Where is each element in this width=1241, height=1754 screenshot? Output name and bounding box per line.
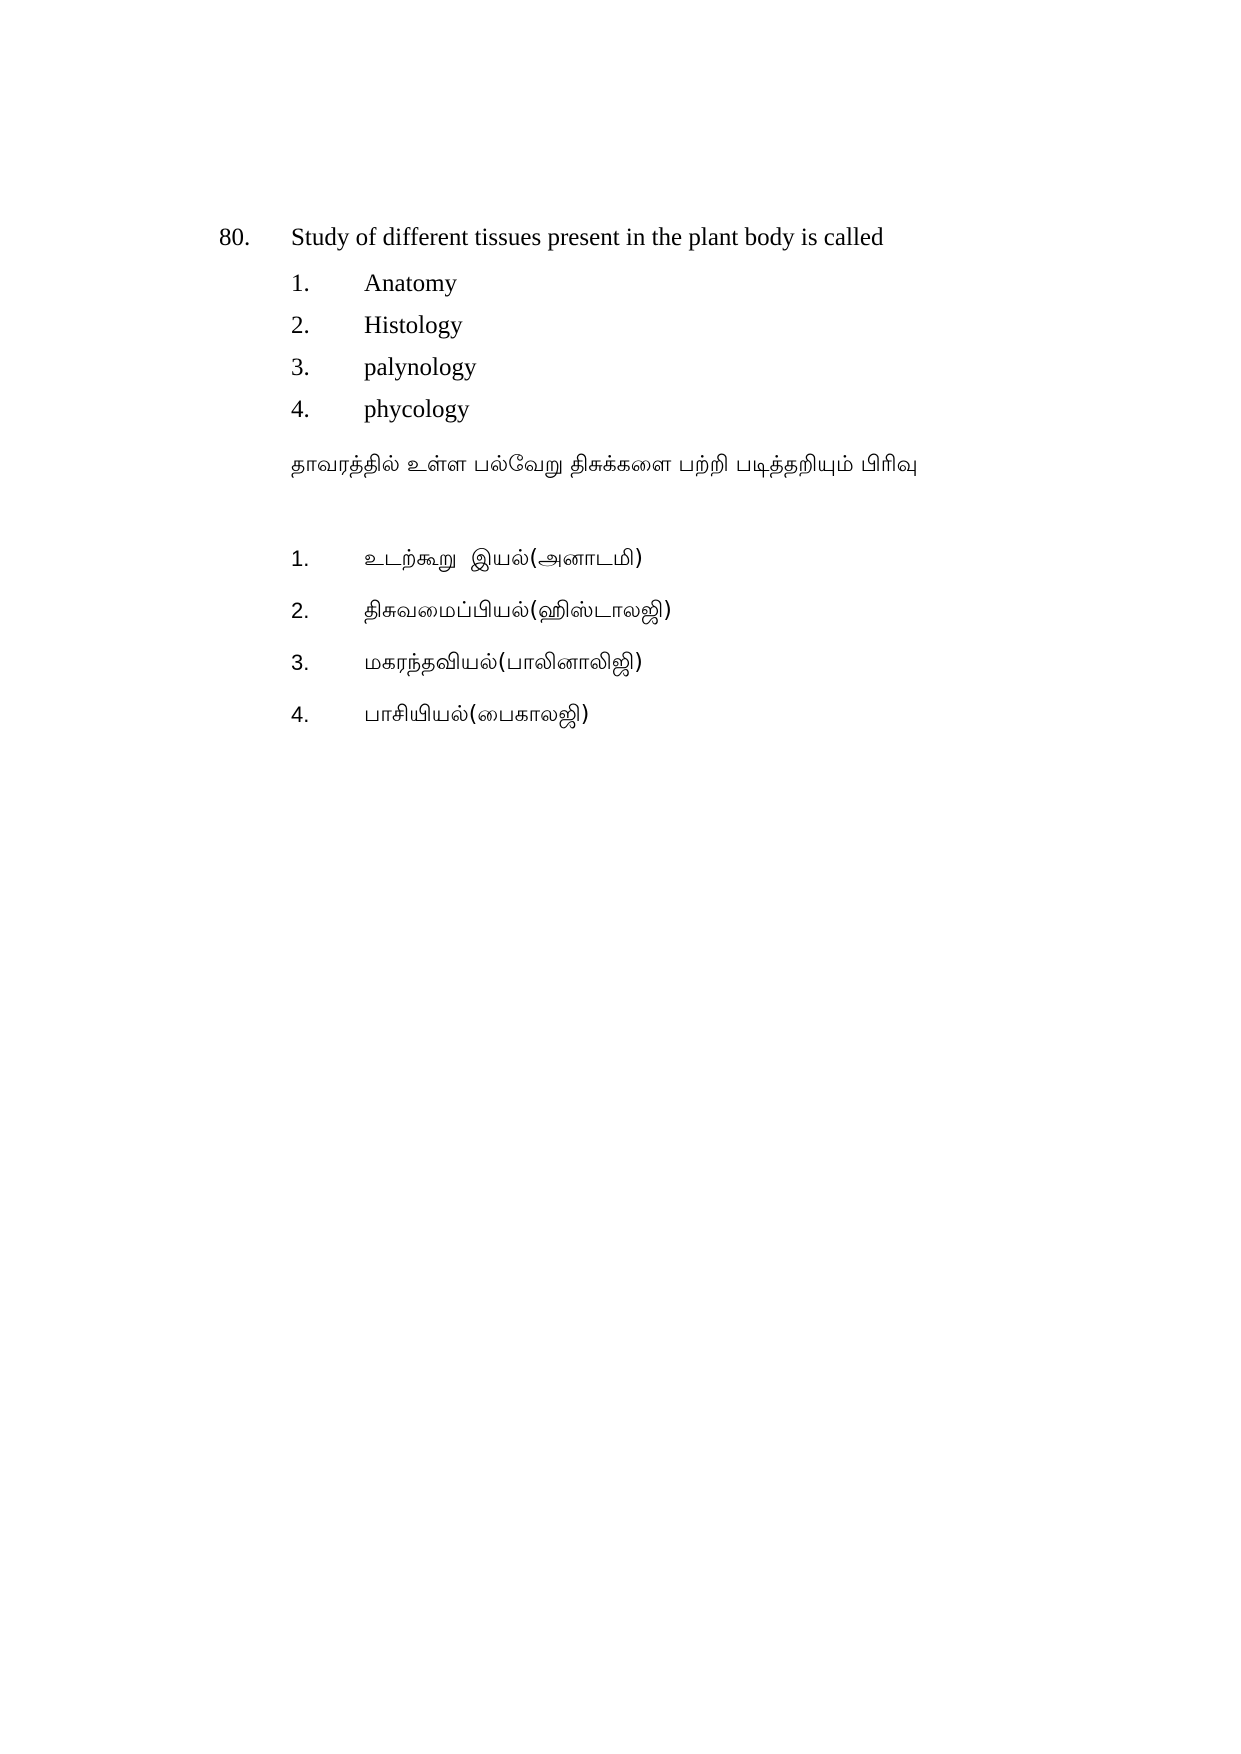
options-tamil [291,533,672,741]
question-text-english: Study of different tissues present in the plant body is called [291,224,884,251]
option-text: Anatomy [364,270,458,297]
option-tamil-3 [291,637,672,689]
option-text: palynology [364,354,477,381]
option-tamil-1 [291,533,672,585]
option-number: 3. [291,650,310,675]
option-text: திசுவமைப்பியல்(ஹிஸ்டாலஜி) [364,598,672,623]
option-english-1 [291,263,477,305]
option-text: phycology [364,396,470,423]
option-number: 1. [291,546,310,571]
option-text: மகரந்தவியல்(பாலினாலிஜி) [364,650,643,675]
option-text: பாசியியல்(பைகாலஜி) [364,702,590,727]
option-number: 1. [291,270,310,297]
option-number: 3. [291,354,310,381]
option-number: 2. [291,312,310,339]
option-text: உடற்கூறு இயல்(அனாடமி) [364,546,644,571]
question-number: 80. [219,224,251,251]
options-english [291,263,477,431]
question-text-tamil: தாவரத்தில் உள்ள பல்வேறு திசுக்களை பற்றி படித்தறியும் பிரிவு [291,452,918,477]
option-english-4 [291,389,477,431]
option-number: 4. [291,396,310,423]
option-english-2 [291,305,477,347]
option-number: 2. [291,598,310,623]
option-tamil-4 [291,689,672,741]
option-text: Histology [364,312,463,339]
option-tamil-2 [291,585,672,637]
option-number: 4. [291,702,310,727]
option-english-3 [291,347,477,389]
